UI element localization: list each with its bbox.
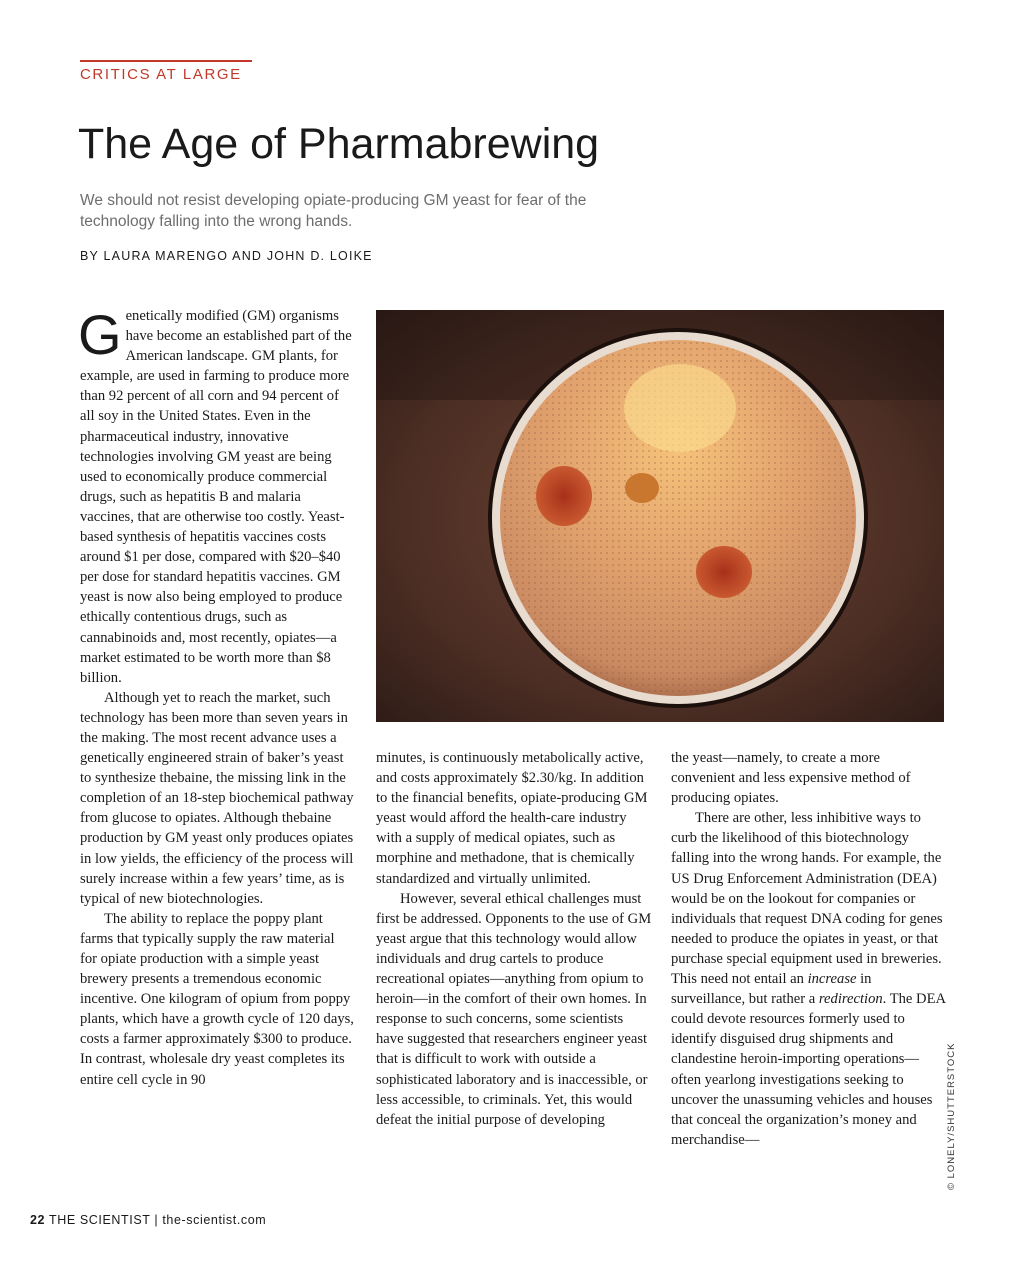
body-paragraph-7: [671, 808, 947, 1150]
body-paragraph-3: The ability to replace the poppy plant farms that typically supply the raw material for opiate production with a simple yeast brewery presents a tremendous economic incentive. One kilogram of opium from poppy plants, which have a growth cycle of 120 days, costs a farmer approximately $300 to produce. In contrast, wholesale dry yeast completes its entire cell cycle in 90: [80, 910, 354, 1088]
beer-glass-photo: [376, 310, 944, 722]
body-paragraph-1: [78, 303, 354, 688]
paragraph-text: There are other, less inhibitive ways to curb the likelihood of this biotechnology falling into the wrong hands. For example, the US Drug Enforcement Administration (DEA) would be on the lookout for companies or individuals that request DNA coding for genes needed to produce the opiates in yeast, or that purchase special equipment used in breweries. This need not entail an: [671, 810, 943, 988]
paragraph-text: enetically modified (GM) organisms have become an established part of the American landscape. GM plants, for example, are used in farming to produce more than 92 percent of all corn and 94 percent of all soy in the United States. Even in the pharmaceutical industry, innovative technologies involving GM yeast are being used to economically produce commercial drugs, such as hepatitis B and malaria vaccines, that are otherwise too costly. Yeast-based synthesis of hepatitis vaccines costs around $1 per dose, compared with $20–$40 per dose for standard hepatitis vaccines. GM yeast is now also being employed to produce ethically contentious drugs, such as cannabinoids and, most recently, opiates—a market estimated to be worth more than $8 billion.: [80, 308, 352, 686]
paragraph-text: in surveillance, but rather a: [671, 971, 872, 1008]
body-paragraph-4: minutes, is continuously metabolically active, and costs approximately $2.30/kg. In addition to the financial benefits, opiate-producing GM yeast would afford the health-care industry with a supply of medical opiates, such as morphine and methadone, that is chemically standardized and virtually unlimited.: [376, 750, 648, 887]
article-headline: The Age of Pharmabrewing: [78, 120, 600, 168]
footer-separator: |: [154, 1213, 159, 1227]
body-column-3: [671, 748, 947, 1150]
body-paragraph-2: Although yet to reach the market, such technology has been more than seven years in the making. The most recent advance uses a genetically engineered strain of baker’s yeast to synthesize thebaine, the missing link in the completion of an 18-step biochemical pathway from glucose to opiates. Although thebaine production by GM yeast only produces opiates in low yields, the efficiency of the process will surely increase within a few years’ time, as is typical of new biotechnologies.: [80, 689, 354, 907]
drop-cap: G: [78, 303, 122, 366]
body-paragraph-5: However, several ethical challenges must first be addressed. Opponents to the use of GM yeast argue that this technology would allow individuals and drug cartels to produce recreational opiates—anything from opium to heroin—in the comfort of their own homes. In response to such concerns, some scientists have suggested that researchers engineer yeast that is difficult to work with outside a sophisticated laboratory and is inaccessible, or less accessible, to criminals. Yet, this would defeat the initial purpose of developing: [376, 890, 652, 1128]
article-byline: BY LAURA MARENGO AND JOHN D. LOIKE: [80, 249, 373, 263]
body-column-1: [78, 303, 354, 1090]
section-rule: [80, 60, 252, 62]
emphasis-increase: increase: [807, 971, 857, 988]
emphasis-redirection: redirection: [818, 991, 883, 1008]
article-deck: We should not resist developing opiate-producing GM yeast for fear of the technology falling into the wrong hands.: [80, 192, 587, 230]
body-column-2: [376, 748, 652, 1130]
publication-name: THE SCIENTIST: [48, 1213, 151, 1227]
paragraph-text: . The DEA could devote resources formerly used to identify disguised drug shipments and clandestine heroin-importing operations—often yearlong investigations seeking to uncover the unassuming vehicles and houses that conceal the organization’s money and merchandise—: [671, 991, 946, 1148]
publication-url: the-scientist.com: [162, 1213, 267, 1227]
page-number: 22: [30, 1213, 46, 1227]
page-footer: [30, 1213, 266, 1227]
section-label: CRITICS AT LARGE: [80, 66, 242, 83]
photo-credit: © LONELY/SHUTTERSTOCK: [946, 1042, 957, 1190]
body-paragraph-6: the yeast—namely, to create a more convenient and less expensive method of producing opiates.: [671, 750, 911, 807]
